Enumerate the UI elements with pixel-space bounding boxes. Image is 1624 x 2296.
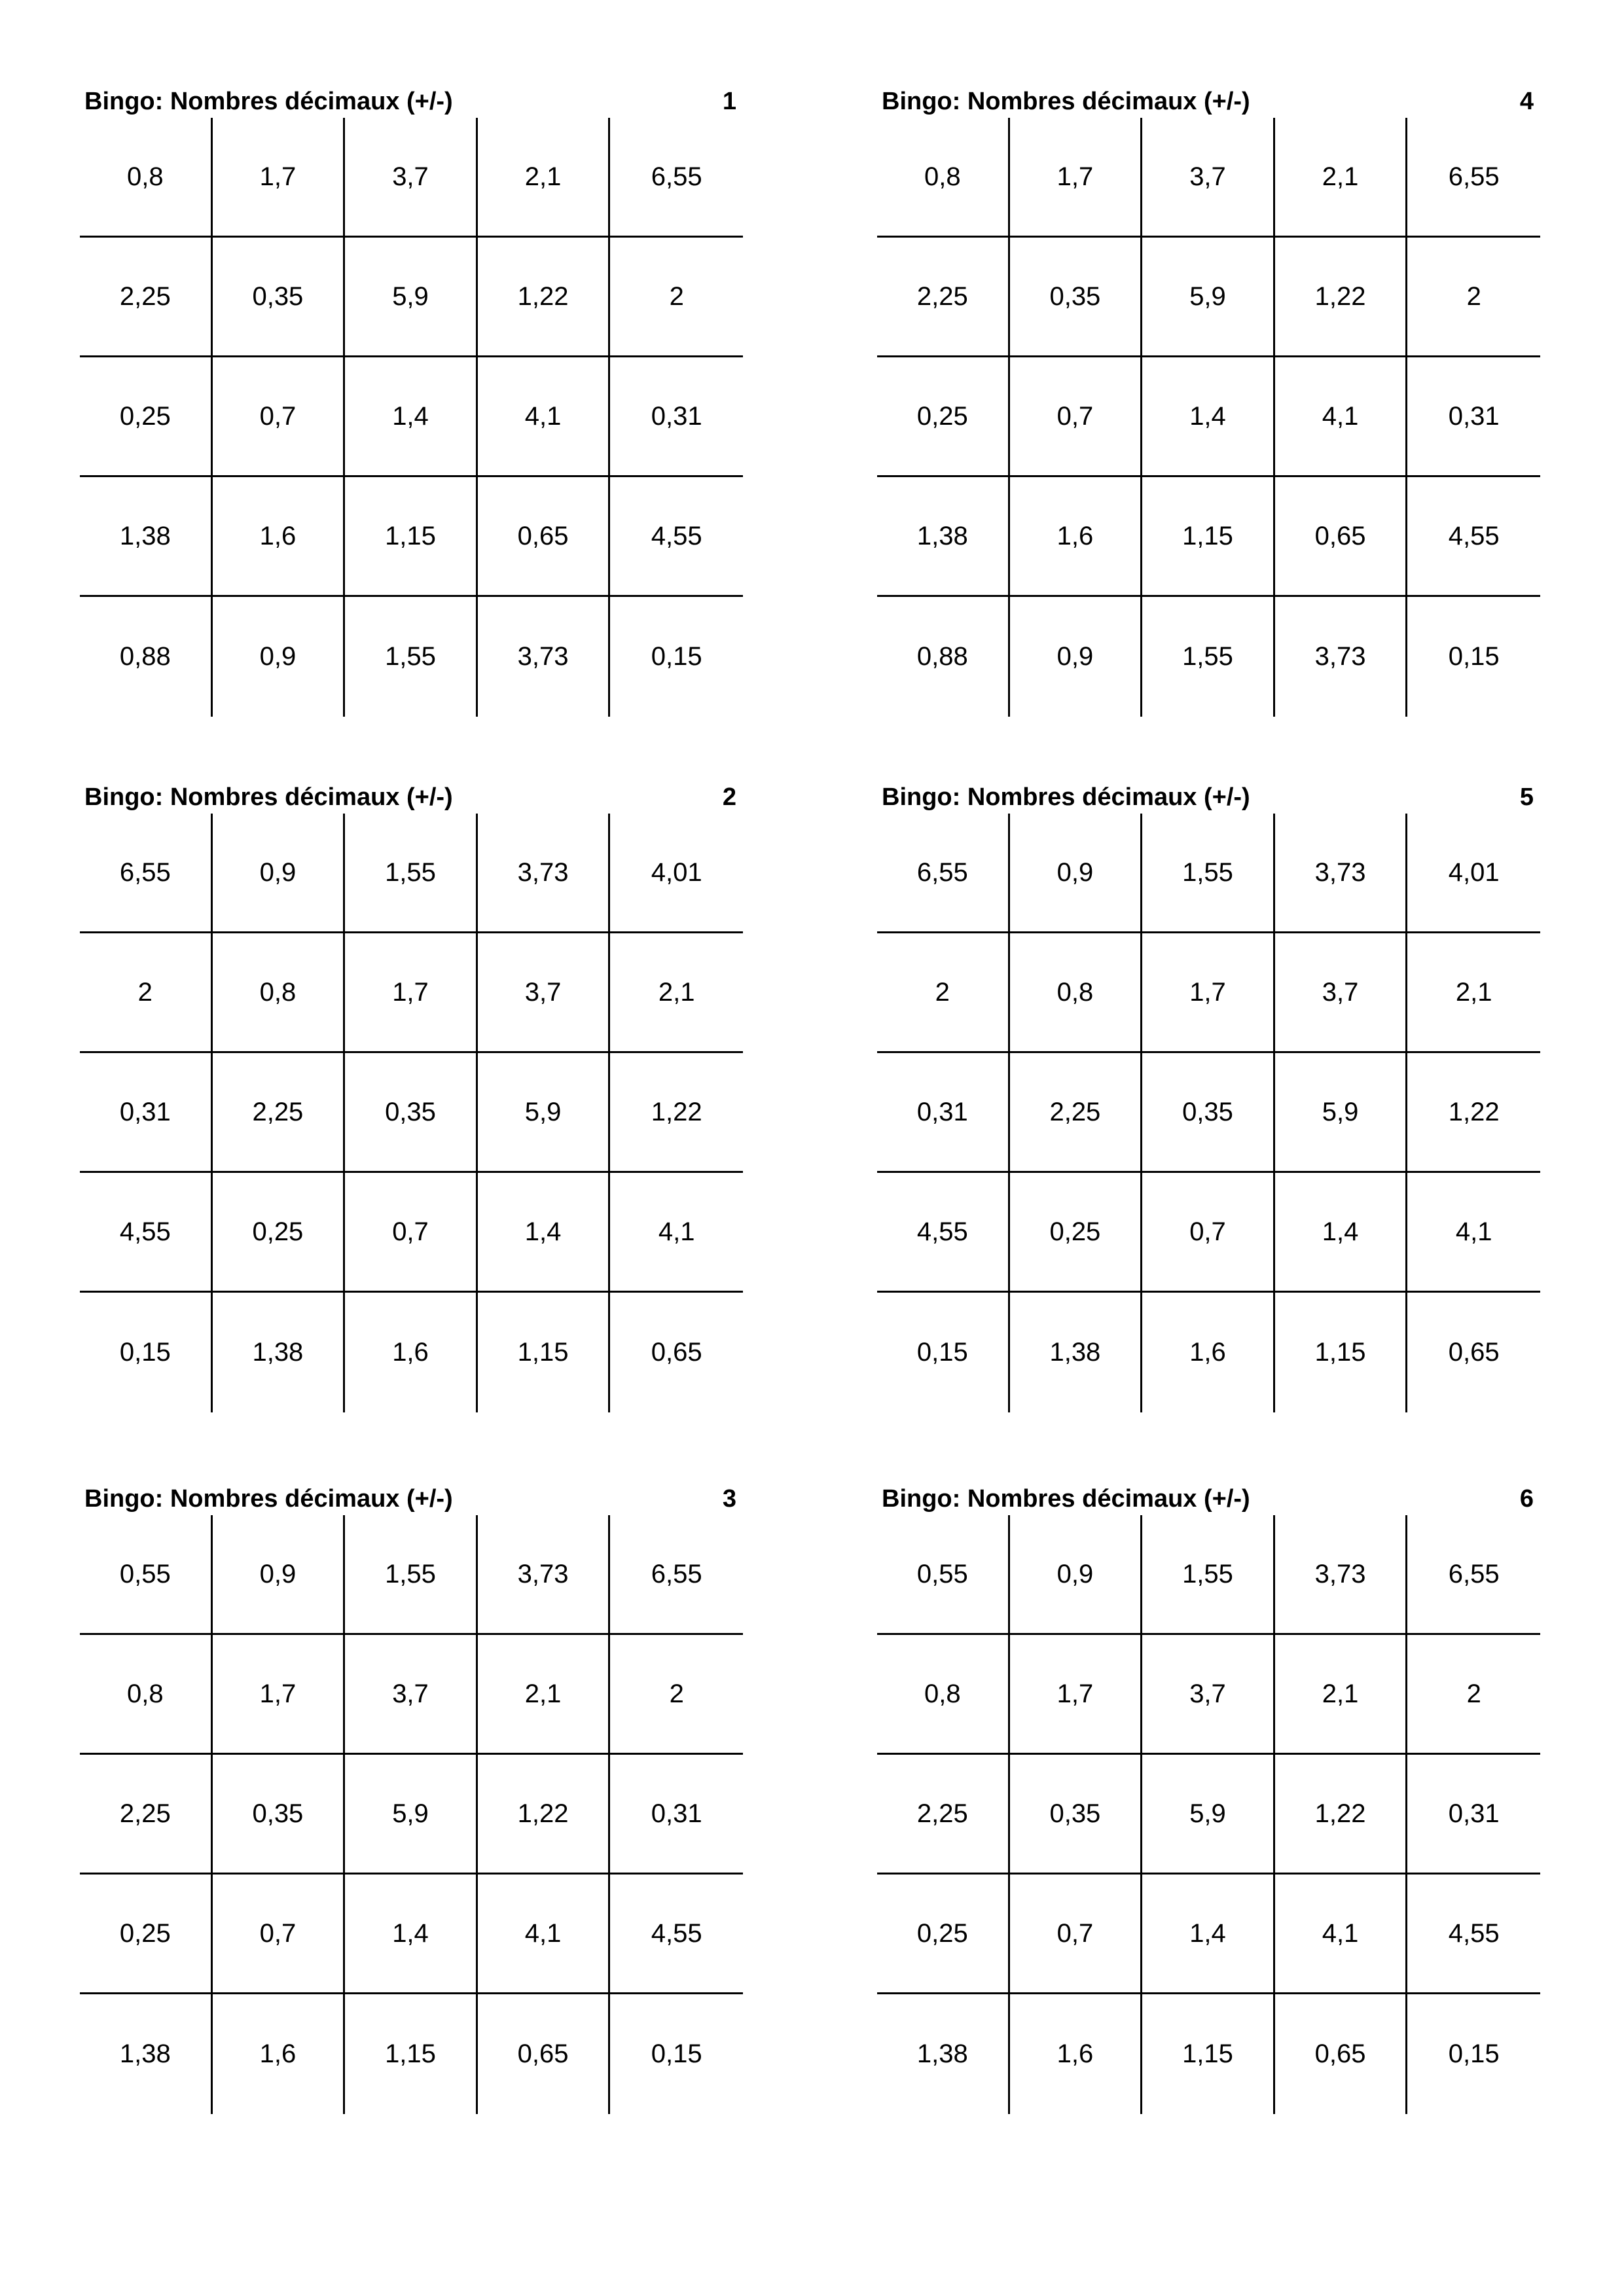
bingo-cell: 3,73 — [1275, 597, 1408, 717]
bingo-cell: 1,7 — [1010, 118, 1143, 238]
bingo-grid — [80, 1515, 743, 2114]
bingo-cell: 0,7 — [213, 1874, 346, 1994]
card-header — [80, 781, 743, 814]
bingo-cell: 1,4 — [478, 1173, 611, 1293]
bingo-cell: 0,35 — [1142, 1053, 1275, 1173]
bingo-grid — [80, 814, 743, 1412]
bingo-cell: 4,55 — [610, 477, 743, 597]
bingo-cell: 1,15 — [1142, 1994, 1275, 2114]
bingo-cell: 0,65 — [1275, 1994, 1408, 2114]
bingo-cell: 0,8 — [80, 1635, 213, 1755]
bingo-cell: 3,7 — [345, 118, 478, 238]
bingo-cell: 0,7 — [1010, 357, 1143, 477]
bingo-cell: 4,55 — [877, 1173, 1010, 1293]
bingo-cell: 0,31 — [80, 1053, 213, 1173]
bingo-cell: 0,65 — [478, 1994, 611, 2114]
bingo-cell: 3,73 — [478, 814, 611, 933]
card-number: 2 — [722, 783, 736, 811]
bingo-cell: 1,55 — [1142, 814, 1275, 933]
bingo-cell: 0,9 — [213, 597, 346, 717]
bingo-cell: 1,4 — [1142, 1874, 1275, 1994]
bingo-cell: 6,55 — [80, 814, 213, 933]
bingo-cell: 1,15 — [345, 477, 478, 597]
bingo-grid — [80, 118, 743, 717]
bingo-cell: 2,1 — [610, 933, 743, 1053]
bingo-cell: 1,15 — [1275, 1293, 1408, 1412]
bingo-cell: 0,31 — [1407, 1755, 1540, 1874]
bingo-cell: 0,15 — [877, 1293, 1010, 1412]
bingo-cell: 1,4 — [345, 1874, 478, 1994]
bingo-cell: 1,55 — [1142, 597, 1275, 717]
bingo-cell: 2,25 — [1010, 1053, 1143, 1173]
bingo-card-1 — [80, 85, 743, 717]
bingo-cell: 1,38 — [1010, 1293, 1143, 1412]
bingo-cell: 0,15 — [651, 642, 702, 671]
bingo-cell: 3,7 — [1142, 118, 1275, 238]
bingo-cell: 1,55 — [1142, 1515, 1275, 1635]
bingo-cell: 4,1 — [1275, 1874, 1408, 1994]
bingo-cell: 4,1 — [478, 357, 611, 477]
bingo-cell: 2 — [610, 1635, 743, 1755]
bingo-cell: 2 — [1407, 1635, 1540, 1755]
bingo-cell: 0,55 — [80, 1515, 213, 1635]
bingo-cell: 4,1 — [478, 1874, 611, 1994]
bingo-cell: 5,9 — [345, 238, 478, 357]
bingo-cell: 1,15 — [345, 1994, 478, 2114]
bingo-cell: 0,9 — [213, 814, 346, 933]
bingo-cell: 1,38 — [80, 1994, 213, 2114]
bingo-cell: 4,55 — [610, 1874, 743, 1994]
bingo-cell: 1,22 — [1275, 238, 1408, 357]
bingo-cell: 6,55 — [877, 814, 1010, 933]
bingo-cell: 0,7 — [1010, 1874, 1143, 1994]
bingo-cell: 1,6 — [345, 1293, 478, 1412]
bingo-cell: 0,8 — [213, 933, 346, 1053]
bingo-cell: 6,55 — [1407, 1515, 1540, 1635]
card-header — [80, 85, 743, 118]
bingo-grid — [877, 814, 1540, 1412]
card-title: Bingo: Nombres décimaux (+/-) — [882, 1485, 1250, 1513]
card-number: 5 — [1519, 783, 1534, 811]
card-title: Bingo: Nombres décimaux (+/-) — [882, 88, 1250, 115]
bingo-cell: 0,25 — [877, 357, 1010, 477]
bingo-cell: 0,25 — [1010, 1173, 1143, 1293]
bingo-cell: 4,01 — [1407, 814, 1540, 933]
card-number: 3 — [722, 1485, 736, 1513]
bingo-cell: 1,38 — [877, 1994, 1010, 2114]
bingo-cell: 0,7 — [1142, 1173, 1275, 1293]
bingo-cell: 1,4 — [1275, 1173, 1408, 1293]
bingo-cell: 6,55 — [1407, 118, 1540, 238]
bingo-cell: 1,38 — [213, 1293, 346, 1412]
bingo-cell: 0,15 — [651, 2039, 702, 2068]
bingo-cell: 3,73 — [1275, 814, 1408, 933]
bingo-cell: 1,38 — [877, 477, 1010, 597]
bingo-cell: 4,55 — [1407, 1874, 1540, 1994]
bingo-cell: 2,25 — [877, 238, 1010, 357]
bingo-cell: 0,35 — [1010, 1755, 1143, 1874]
bingo-cell: 4,1 — [610, 1173, 743, 1293]
bingo-cell: 1,15 — [1142, 477, 1275, 597]
bingo-cell: 0,15 — [1448, 2039, 1500, 2068]
bingo-cell: 5,9 — [478, 1053, 611, 1173]
bingo-cell: 1,6 — [1010, 477, 1143, 597]
bingo-card-3 — [80, 1482, 743, 2114]
bingo-cell: 4,1 — [1407, 1173, 1540, 1293]
card-number: 1 — [722, 88, 736, 115]
bingo-cell: 1,38 — [80, 477, 213, 597]
bingo-cell: 2,1 — [1407, 933, 1540, 1053]
bingo-cell: 6,55 — [610, 118, 743, 238]
bingo-cell: 3,73 — [478, 1515, 611, 1635]
bingo-cell: 1,22 — [1407, 1053, 1540, 1173]
bingo-cell: 2,25 — [213, 1053, 346, 1173]
bingo-cell: 1,22 — [478, 238, 611, 357]
bingo-cell: 1,6 — [213, 1994, 346, 2114]
bingo-cell: 0,25 — [213, 1173, 346, 1293]
bingo-cell: 3,73 — [1275, 1515, 1408, 1635]
bingo-cell: 0,25 — [80, 357, 213, 477]
bingo-grid — [877, 1515, 1540, 2114]
bingo-card-2 — [80, 781, 743, 1412]
card-number: 4 — [1519, 88, 1534, 115]
bingo-cell: 1,55 — [345, 597, 478, 717]
bingo-cell: 2,1 — [478, 118, 611, 238]
bingo-cell: 0,25 — [877, 1874, 1010, 1994]
bingo-cell: 2,25 — [877, 1755, 1010, 1874]
bingo-cell: 0,31 — [610, 1755, 743, 1874]
bingo-cell: 1,4 — [1142, 357, 1275, 477]
bingo-cell: 3,73 — [478, 597, 611, 717]
bingo-cell: 0,31 — [1407, 357, 1540, 477]
bingo-cell: 1,7 — [1010, 1635, 1143, 1755]
bingo-cell: 0,65 — [1275, 477, 1408, 597]
bingo-cell: 5,9 — [1142, 1755, 1275, 1874]
bingo-cell: 4,01 — [610, 814, 743, 933]
bingo-cell: 0,9 — [213, 1515, 346, 1635]
bingo-cell: 1,7 — [213, 1635, 346, 1755]
bingo-cell: 0,8 — [80, 118, 213, 238]
bingo-cell: 3,7 — [478, 933, 611, 1053]
bingo-cell: 5,9 — [345, 1755, 478, 1874]
bingo-cell: 1,22 — [1275, 1755, 1408, 1874]
bingo-cell: 0,25 — [80, 1874, 213, 1994]
card-number: 6 — [1519, 1485, 1534, 1513]
bingo-grid — [877, 118, 1540, 717]
bingo-cell: 1,55 — [345, 814, 478, 933]
bingo-card-6 — [877, 1482, 1540, 2114]
bingo-cell: 0,7 — [345, 1173, 478, 1293]
bingo-cell: 3,7 — [1275, 933, 1408, 1053]
bingo-cell: 2 — [610, 238, 743, 357]
card-title: Bingo: Nombres décimaux (+/-) — [84, 88, 453, 115]
bingo-cell: 0,31 — [610, 357, 743, 477]
bingo-cell: 4,1 — [1275, 357, 1408, 477]
bingo-cell: 6,55 — [610, 1515, 743, 1635]
card-title: Bingo: Nombres décimaux (+/-) — [84, 783, 453, 811]
bingo-card-5 — [877, 781, 1540, 1412]
bingo-cell: 0,8 — [1010, 933, 1143, 1053]
bingo-cell: 0,7 — [213, 357, 346, 477]
bingo-cell: 2 — [1407, 238, 1540, 357]
bingo-cell: 4,55 — [80, 1173, 213, 1293]
bingo-cell: 0,8 — [877, 118, 1010, 238]
card-header — [877, 1482, 1540, 1515]
card-header — [80, 1482, 743, 1515]
bingo-cell: 0,88 — [80, 597, 213, 717]
bingo-cell: 2,1 — [478, 1635, 611, 1755]
bingo-cell: 0,55 — [877, 1515, 1010, 1635]
bingo-cell: 4,55 — [1407, 477, 1540, 597]
bingo-cell: 0,9 — [1010, 814, 1143, 933]
bingo-cell: 1,6 — [1142, 1293, 1275, 1412]
bingo-cell: 1,15 — [478, 1293, 611, 1412]
bingo-cell: 1,6 — [1010, 1994, 1143, 2114]
bingo-cell: 0,15 — [1448, 642, 1500, 671]
bingo-cell: 2,1 — [1275, 1635, 1408, 1755]
bingo-cell: 0,8 — [877, 1635, 1010, 1755]
bingo-cell: 3,7 — [345, 1635, 478, 1755]
bingo-cell: 0,65 — [651, 1338, 702, 1367]
bingo-cell: 0,88 — [877, 597, 1010, 717]
bingo-cell: 1,7 — [345, 933, 478, 1053]
bingo-cell: 2,25 — [80, 238, 213, 357]
bingo-cell: 5,9 — [1142, 238, 1275, 357]
card-header — [877, 85, 1540, 118]
bingo-cell: 0,9 — [1010, 597, 1143, 717]
bingo-cell: 0,35 — [345, 1053, 478, 1173]
bingo-cell: 0,35 — [213, 238, 346, 357]
bingo-cell: 0,9 — [1010, 1515, 1143, 1635]
bingo-cell: 2 — [877, 933, 1010, 1053]
bingo-card-4 — [877, 85, 1540, 717]
bingo-cell: 0,15 — [80, 1293, 213, 1412]
bingo-cell: 1,55 — [345, 1515, 478, 1635]
bingo-cell: 5,9 — [1275, 1053, 1408, 1173]
bingo-cell: 1,6 — [213, 477, 346, 597]
bingo-cell: 2,1 — [1275, 118, 1408, 238]
bingo-cell: 1,7 — [213, 118, 346, 238]
bingo-cell: 0,35 — [213, 1755, 346, 1874]
bingo-cell: 1,4 — [345, 357, 478, 477]
bingo-cell: 0,65 — [478, 477, 611, 597]
bingo-cell: 0,31 — [877, 1053, 1010, 1173]
bingo-cell: 1,7 — [1142, 933, 1275, 1053]
bingo-cell: 1,22 — [610, 1053, 743, 1173]
card-header — [877, 781, 1540, 814]
bingo-cell: 3,7 — [1142, 1635, 1275, 1755]
bingo-cell: 2,25 — [80, 1755, 213, 1874]
bingo-cell: 1,22 — [478, 1755, 611, 1874]
bingo-cell: 2 — [80, 933, 213, 1053]
bingo-cell: 0,35 — [1010, 238, 1143, 357]
card-title: Bingo: Nombres décimaux (+/-) — [882, 783, 1250, 811]
bingo-cell: 0,65 — [1448, 1338, 1500, 1367]
card-title: Bingo: Nombres décimaux (+/-) — [84, 1485, 453, 1513]
